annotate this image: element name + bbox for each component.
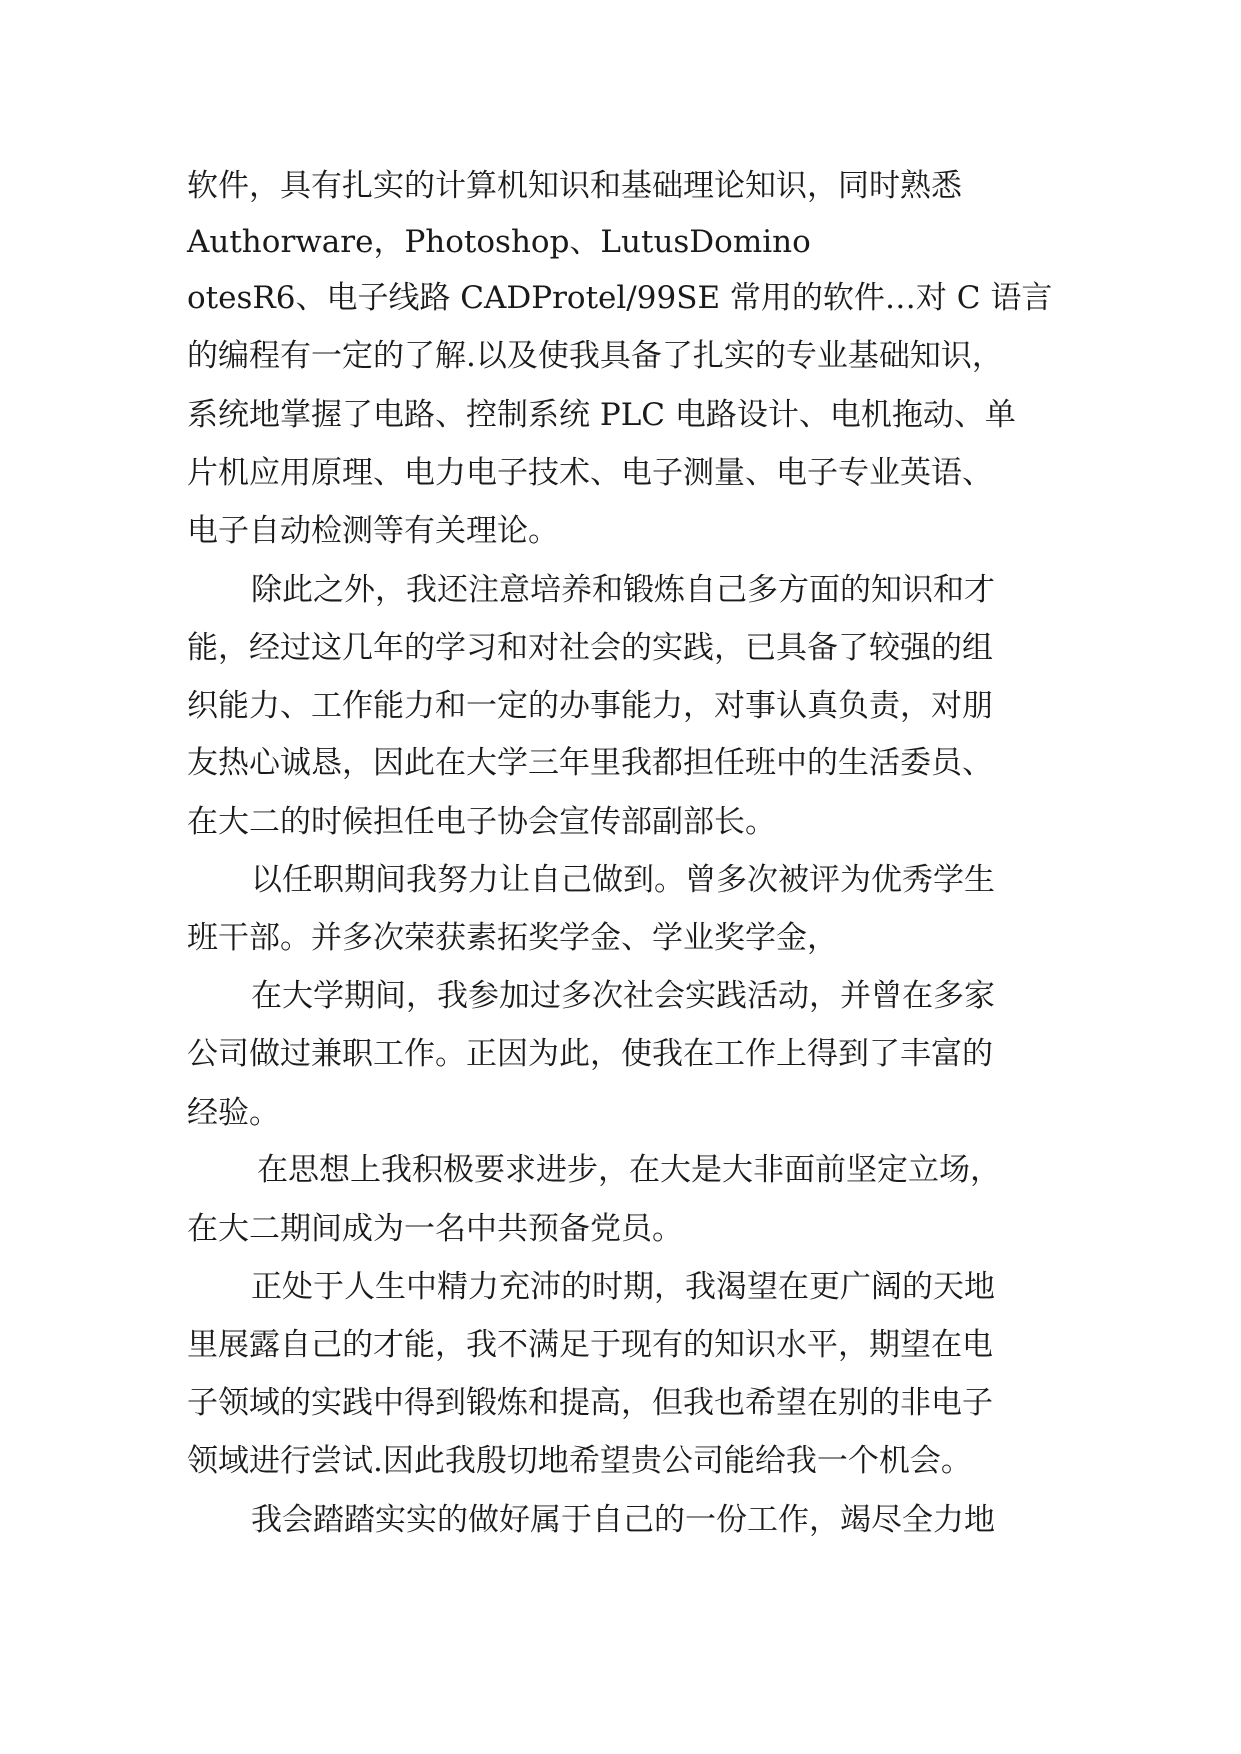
- text-line-content: 在大二的时候担任电子协会宣传部副部长。: [187, 804, 776, 840]
- text-line-content: 领域进行尝试.因此我殷切地希望贵公司能给我一个机会。: [187, 1443, 972, 1479]
- text-line: [0, 1373, 1241, 1433]
- text-line-content: 子领域的实践中得到锻炼和提高，但我也希望在别的非电子: [187, 1385, 993, 1421]
- text-line: [0, 792, 1241, 852]
- text-line-content: 在大学期间，我参加过多次社会实践活动，并曾在多家: [251, 978, 995, 1014]
- text-line-content: 里展露自己的才能，我不满足于现有的知识水平，期望在电: [187, 1327, 993, 1363]
- text-line: [0, 326, 1241, 386]
- text-line: [0, 443, 1241, 503]
- text-line: [0, 560, 1241, 620]
- text-line: [0, 676, 1241, 736]
- text-line: [0, 966, 1241, 1026]
- text-line-content: 能，经过这几年的学习和对社会的实践，已具备了较强的组: [187, 630, 993, 666]
- text-line-content: 在思想上我积极要求进步，在大是大非面前坚定立场，: [257, 1152, 1001, 1188]
- text-line-content: 软件，具有扎实的计算机知识和基础理论知识，同时熟悉: [187, 168, 962, 204]
- text-line-content: 系统地掌握了电路、控制系统 PLC 电路设计、电机拖动、单: [187, 397, 1016, 433]
- text-line-content: otesR6、电子线路 CADProtel/99SE 常用的软件…对 C 语言: [187, 280, 1053, 316]
- text-line: [0, 385, 1241, 445]
- text-line: [0, 268, 1241, 328]
- text-line: [0, 1199, 1241, 1259]
- text-line: [0, 1431, 1241, 1491]
- text-line: [0, 733, 1241, 793]
- text-line: [0, 850, 1241, 910]
- text-line-content: 除此之外，我还注意培养和锻炼自己多方面的知识和才: [251, 572, 995, 608]
- text-line: [0, 1490, 1241, 1550]
- text-line-content: 在大二期间成为一名中共预备党员。: [187, 1211, 683, 1247]
- text-line: [0, 908, 1241, 968]
- text-line: [0, 1257, 1241, 1317]
- text-line-content: 织能力、工作能力和一定的办事能力，对事认真负责，对朋: [187, 688, 993, 724]
- text-line-content: 片机应用原理、电力电子技术、电子测量、电子专业英语、: [187, 455, 993, 491]
- text-line-content: 正处于人生中精力充沛的时期，我渴望在更广阔的天地: [251, 1269, 995, 1305]
- text-line-content: 电子自动检测等有关理论。: [187, 513, 559, 549]
- text-line-content: 的编程有一定的了解.以及使我具备了扎实的专业基础知识，: [187, 338, 1003, 374]
- text-line: [0, 1024, 1241, 1084]
- text-line: [0, 618, 1241, 678]
- text-line: [0, 1083, 1241, 1143]
- text-line: [0, 1315, 1241, 1375]
- text-line-content: 以任职期间我努力让自己做到。曾多次被评为优秀学生: [251, 862, 995, 898]
- text-line-content: 经验。: [187, 1095, 280, 1131]
- text-line: [0, 156, 1241, 216]
- text-line-content: 班干部。并多次荣获素拓奖学金、学业奖学金，: [187, 920, 838, 956]
- text-line-content: Authorware，Photoshop、LutusDomino: [187, 224, 811, 260]
- text-line: [0, 1140, 1241, 1200]
- text-line-content: 公司做过兼职工作。正因为此，使我在工作上得到了丰富的: [187, 1036, 993, 1072]
- text-line: [0, 212, 1241, 272]
- text-line-content: 友热心诚恳，因此在大学三年里我都担任班中的生活委员、: [187, 745, 993, 781]
- text-line: [0, 501, 1241, 561]
- text-line-content: 我会踏踏实实的做好属于自己的一份工作，竭尽全力地: [251, 1502, 995, 1538]
